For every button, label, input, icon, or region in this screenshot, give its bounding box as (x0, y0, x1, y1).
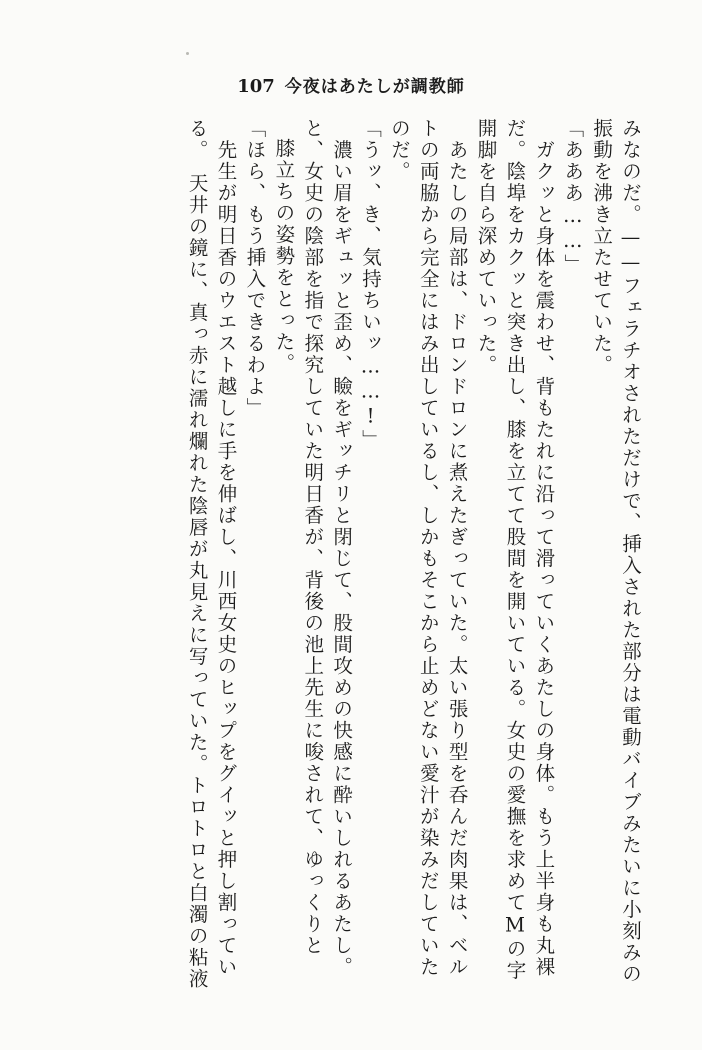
text-column: のだ。 (387, 118, 411, 183)
text-column: と、女史の陰部を指で探究していた明日香が、背後の池上先生に唆されて、ゆっくりと (301, 118, 325, 957)
text-column: 先生が明日香のウエスト越しに手を伸ばし、川西女史のヒップをグイッと押し割ってい (214, 118, 238, 978)
text-column: 開脚を自ら深めていった。 (474, 118, 498, 376)
text-column: ガクッと身体を震わせ、背もたれに沿って滑っていくあたしの身体。もう上半身も丸裸 (532, 118, 556, 978)
text-column: 膝立ちの姿勢をとった。 (272, 138, 296, 375)
page-header (0, 72, 702, 97)
text-column: あたしの局部は、ドロンドロンに煮えたぎっていた。太い張り型を呑んだ肉果は、ベル (445, 118, 469, 978)
running-title: 今夜はあたしが調教師 (284, 77, 465, 97)
text-column: 「あああ……」 (561, 118, 585, 276)
text-column: みなのだ。——フェラチオされただけで、挿入された部分は電動バイブみたいに小刻みの (619, 118, 642, 985)
text-column: 濃い眉をギュッと歪め、瞼をギッチリと閉じて、股間攻めの快感に酔いしれるあたし。 (330, 118, 354, 978)
text-column: だ。陰埠をカクッと突き出し、膝を立てて股間を開いている。女史の愛撫を求めてMの字 (503, 118, 527, 982)
paper-speck (186, 52, 189, 55)
text-column: 「うッ、き、気持ちいッ……!」 (358, 118, 382, 451)
body-text (60, 118, 640, 1018)
text-column: 振動を沸き立たせていた。 (590, 118, 614, 376)
text-column: 「ほら、もう挿入できるわよ」 (243, 118, 267, 419)
page-number: 107 (237, 76, 275, 97)
text-column: トの両脇から完全にはみ出しているし、しかもそこから止めどない愛汁が染みだしていた (416, 118, 440, 978)
text-column: る。 天井の鏡に、真っ赤に濡れ爛れた陰唇が丸見えに写っていた。トロトロと白濁の粘液 (185, 118, 209, 990)
